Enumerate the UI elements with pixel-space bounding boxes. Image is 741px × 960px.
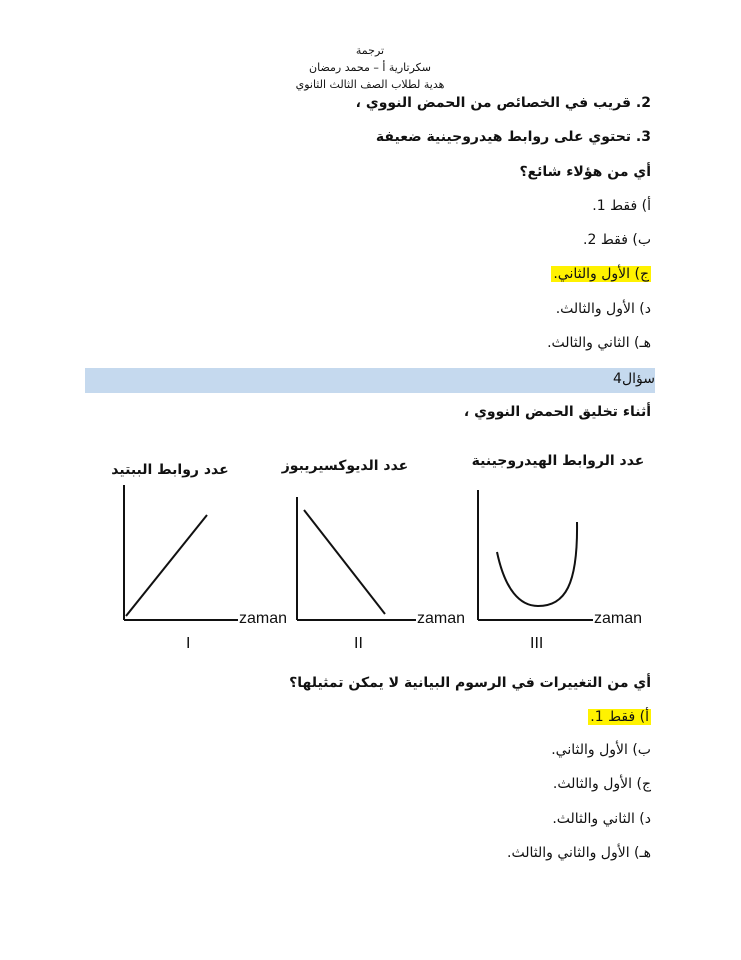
question-4-intro: أثناء تخليق الحمض النووي ، — [463, 404, 651, 420]
graph-3-title: عدد الروابط الهيدروجينية — [471, 453, 645, 469]
q4-option-b-text: ب) الأول والثاني. — [551, 742, 651, 758]
q4-option-e — [507, 845, 651, 861]
header-line-3: هدية لطلاب الصف الثالث الثانوي — [295, 78, 445, 91]
statement-3: 3. تحتوي على روابط هيدروجينية ضعيفة — [375, 129, 651, 145]
graph-1-curve — [126, 515, 207, 616]
option-b-text: ب) فقط 2. — [583, 232, 651, 248]
question-4-prompt: أي من التغييرات في الرسوم البيانية لا يمكن تمثيلها؟ — [289, 675, 651, 691]
q4-option-d — [552, 811, 651, 827]
graph-3-curve — [497, 522, 577, 606]
q4-option-c — [553, 776, 651, 792]
q4-option-d-text: د) الثاني والثالث. — [552, 811, 651, 827]
header-line-1: ترجمة — [355, 44, 385, 57]
graph-2 — [297, 497, 416, 620]
graph-1-numeral: I — [186, 635, 191, 652]
graph-3-x-label: zaman — [594, 610, 643, 627]
statement-2: 2. قريب في الخصائص من الحمض النووي ، — [355, 95, 651, 111]
graph-2-numeral: II — [354, 635, 363, 652]
graph-3-numeral: III — [530, 635, 544, 652]
q4-option-b — [551, 742, 651, 758]
graph-2-title: عدد الديوكسيريبوز — [281, 458, 409, 474]
option-e-text: هـ) الثاني والثالث. — [547, 335, 651, 351]
question-prompt: أي من هؤلاء شائع؟ — [519, 164, 651, 180]
q4-option-c-text: ج) الأول والثالث. — [552, 776, 651, 792]
graph-2-curve — [304, 510, 385, 614]
graph-3 — [478, 490, 593, 620]
graph-1-title: عدد روابط الببتيد — [111, 462, 229, 478]
header-line-2: سكرتارية أ – محمد رمضان — [309, 61, 431, 74]
q4-option-e-text: هـ) الأول والثاني والثالث. — [507, 845, 651, 861]
graph-1 — [124, 485, 238, 620]
option-a-text: أ) فقط 1. — [592, 198, 651, 214]
graph-2-x-label: zaman — [417, 610, 466, 627]
graph-1-x-label: zaman — [239, 610, 288, 627]
question-4-label: سؤال4 — [613, 371, 655, 387]
option-d-text: د) الأول والثالث. — [555, 301, 651, 317]
q4-option-a — [588, 709, 651, 725]
q4-option-a-text-highlighted: أ) فقط 1. — [590, 709, 649, 725]
option-c-text-highlighted: ج) الأول والثاني. — [553, 266, 649, 282]
